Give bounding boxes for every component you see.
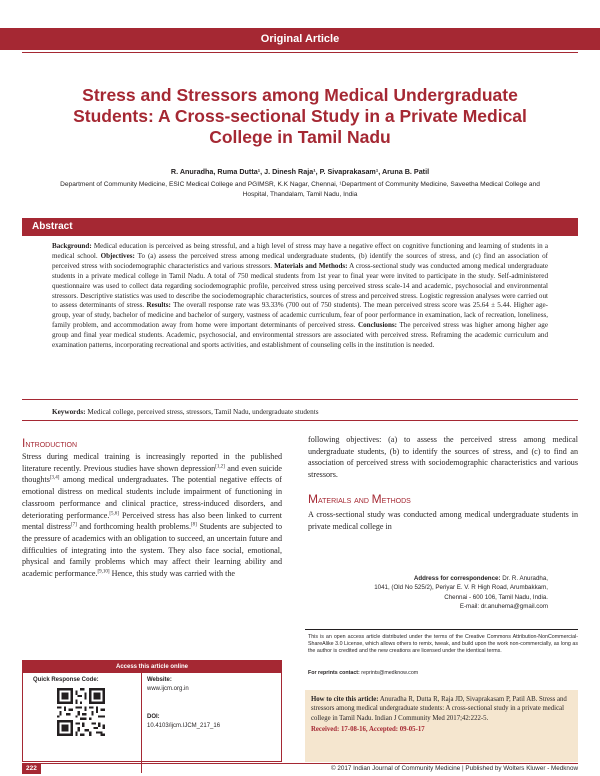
access-online-box — [22, 660, 282, 762]
intro-text-part: among medical undergraduates. The potential negative effects of emotional distress on medical students include impairment of functioning in classroom performance and clinical practice, stress-induced disorders, and deteriorating performance. — [22, 475, 282, 520]
keywords-divider — [22, 420, 578, 421]
objectives-text: following objectives: (a) to assess the perceived stress among medical undergraduate students, (b) to identify the sources of stress, and (c) to find an association of perceived stress with sociodemographic characteristics and various stressors. — [308, 435, 578, 480]
correspondence-line: Chennai - 600 106, Tamil Nadu, India. — [444, 593, 548, 601]
methods-heading-rest: ethods — [381, 495, 411, 506]
website-label: Website: — [147, 677, 172, 683]
abstract-divider — [22, 399, 578, 400]
methods-heading-rest: aterials and — [318, 495, 372, 506]
correspondence-address — [330, 574, 548, 612]
keywords-label: Keywords: — [52, 408, 86, 416]
abstract-heading: Abstract — [22, 218, 578, 236]
abstract-results: The overall response rate was 93.33% (700 out of 750 students). The mean perceived stress score was 25.64 ± 5.44. Higher age-group, year of study, bachelor of medicine and bachelor of surgery, vastness of academic curriculum, fear of poor performance in examination, lack of recreation, loneliness, family problem, and accommodation away from home were important determinants of perceived stress. — [52, 301, 548, 330]
introduction-heading — [22, 436, 77, 450]
correspondence-line: 1041, (Old No 525/2), Periyar E. V. R High Road, Arumbakkam, — [374, 584, 548, 592]
doi-link[interactable]: 10.4103/ijcm.IJCM_217_16 — [147, 723, 221, 729]
abstract-results-label: Results: — [146, 301, 171, 310]
abstract-methods: A cross-sectional study was conducted among medical undergraduate students in a private medical college in Tamil Nadu. A total of 750 medical students from 1st year to final year were invited to participate in the study. Self-administered questionnaire was used to collect data regarding sociodemographic profile, perceived stress using perceived stress scale-14 and academic, psychosocial and environmental stressors. Descriptive statistics was used to describe the sociodemographic characteristics, sources of stress and perceived stress. Logistic regression analyses were carried out to assess determinants of stress. — [52, 261, 549, 310]
received-accepted-dates: Received: 17-08-16, Accepted: 09-05-17 — [311, 726, 425, 734]
website-link[interactable]: www.ijcm.org.in — [147, 686, 189, 692]
banner-divider — [22, 52, 578, 53]
doi-label: DOI: — [147, 714, 160, 720]
abstract-background-label: Background: — [52, 242, 92, 250]
citation-ref[interactable]: [5,6] — [109, 510, 119, 516]
citation-ref[interactable]: [9,10] — [97, 569, 110, 575]
how-to-cite-text: Anuradha R, Dutta R, Raja JD, Sivaprakasam P, Patil AB. Stress and stressors among medical undergraduate students: A cross-sectional study in a private medical college in Tamil Nadu. Indian J Community Med 2017;42:222-5. — [311, 696, 567, 722]
methods-heading — [308, 492, 411, 506]
citation-ref[interactable]: [8] — [190, 522, 197, 528]
license-notice: This is an open access article distributed under the terms of the Creative Commons Attribution-NonCommercial-ShareAlike 3.0 License, which allows others to remix, tweak, and build upon the work non-commercially, as long as the author is credited and the new creations are licensed under the identical terms. — [308, 634, 578, 655]
citation-ref[interactable]: [3,4] — [49, 475, 60, 481]
intro-text-part: Perceived stress has also been linked to current mental distress — [22, 510, 282, 532]
how-to-cite-label: How to cite this article: — [311, 696, 379, 703]
correspondence-first-line — [330, 574, 548, 583]
citation-ref[interactable]: [1,2] — [215, 464, 225, 470]
correspondence-email[interactable]: E-mail: dr.anuhema@gmail.com — [459, 603, 548, 611]
introduction-heading-rest: ntroduction — [25, 439, 78, 450]
author-list: R. Anuradha, Ruma Dutta¹, J. Dinesh Raja¹, P. Sivaprakasam¹, Aruna B. Patil — [170, 167, 430, 176]
page-number: 222 — [22, 764, 41, 774]
correspondence-label: Address for correspondence: — [413, 575, 501, 582]
author-affiliation: Department of Community Medicine, ESIC Medical College and PGIMSR, K.K Nagar, Chennai, ¹Department of Community Medicine, Saveetha Medical College and Hospital, Thandalam, Tamil Nadu, India — [60, 181, 540, 198]
keywords-text: Medical college, perceived stress, stressors, Tamil Nadu, undergraduate students — [85, 408, 319, 416]
intro-text-part: and forthcoming health problems. — [76, 522, 191, 532]
intro-text-part: and even suicide thoughts — [22, 463, 282, 485]
abstract-body — [52, 242, 548, 351]
footer-copyright: © 2017 Indian Journal of Community Medicine | Published by Wolters Kluwer - Medknow — [331, 765, 578, 772]
abstract-methods-label: Materials and Methods: — [274, 261, 348, 270]
correspondence-divider — [305, 629, 578, 630]
article-type-banner: Original Article — [0, 28, 600, 50]
intro-text-part: Hence, this study was carried with the — [109, 569, 236, 579]
introduction-heading-cap: I — [22, 436, 26, 450]
reprints-email[interactable]: reprints@medknow.com — [359, 670, 419, 676]
keywords — [52, 408, 548, 416]
abstract-conclusions-label: Conclusions: — [358, 321, 398, 330]
methods-heading-cap: M — [308, 492, 318, 506]
abstract-objectives-label: Objectives: — [100, 251, 135, 260]
methods-heading-cap: M — [371, 492, 382, 506]
intro-text-part: Students are subjected to the pressure of academics with an obligation to succeed, an uncertain future and difficulties of integrating into the system. They also face social, emotional, physical and family problems which may affect their learning ability and academic performance. — [22, 522, 282, 579]
qr-code-icon[interactable] — [57, 688, 105, 736]
methods-text: A cross-sectional study was conducted among medical undergraduate students in private medical college in — [308, 510, 578, 531]
correspondence-name: Dr. R. Anuradha, — [500, 575, 548, 582]
reprints-label: For reprints contact: — [308, 670, 360, 676]
reprints-contact — [308, 670, 578, 676]
introduction-text — [22, 451, 282, 580]
how-to-cite-box — [305, 690, 578, 762]
access-online-heading: Access this article online — [23, 661, 281, 673]
abstract-background: Medical education is perceived as being stressful, and a high level of stress may have a negative effect on cognitive functioning and learning of students in a medical school. — [52, 242, 548, 260]
access-box-divider — [141, 673, 142, 773]
abstract-conclusions: The perceived stress was higher among higher age group and final year medical students. Academic, psychosocial, and environmental stressors are associated with perceived stress. Reframing the academic curriculum and examination patterns, incorporating recreational and sports activities, and establishment of counseling cells in the institution is needed. — [52, 321, 548, 350]
abstract-objectives: To (a) assess the perceived stress among medical undergraduate students, (b) identify the sources of stress, and (c) find an association of perceived stress with sociodemographic characteristics and various stressors. — [52, 251, 548, 270]
article-title: Stress and Stressors among Medical Undergraduate Students: A Cross-sectional Study in a Private Medical College in Tamil Nadu — [73, 85, 527, 147]
qr-code-label: Quick Response Code: — [33, 677, 99, 683]
intro-text-part: Stress during medical training is increasingly reported in the published literature recently. Previous studies have shown depression — [22, 452, 282, 473]
citation-ref[interactable]: [7] — [70, 522, 77, 528]
